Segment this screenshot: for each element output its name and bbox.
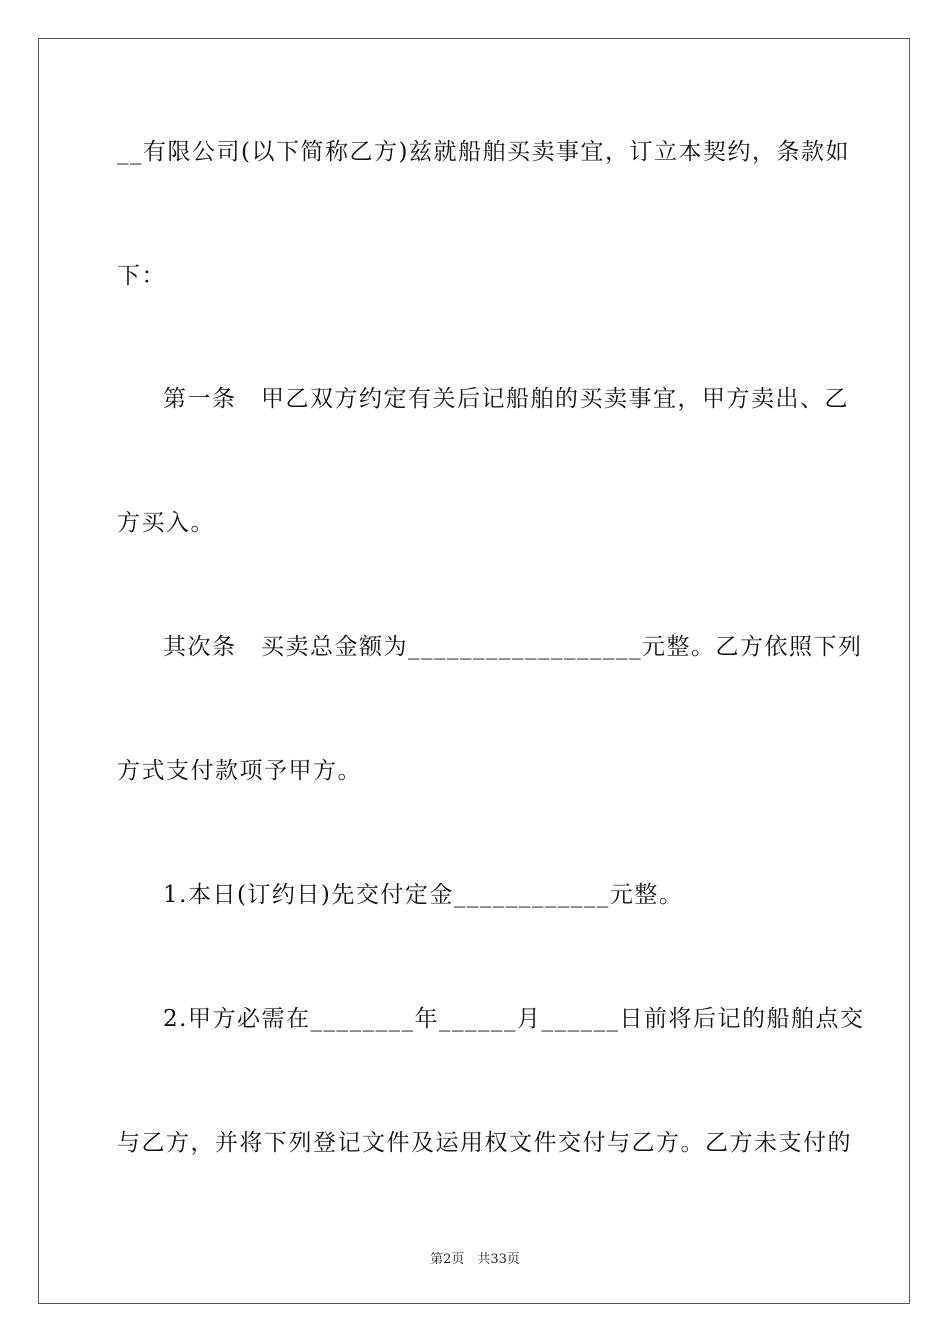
clause-2-line-1: 2.甲方必需在________年______月______日前将后记的船舶点交 <box>163 1006 865 1032</box>
clause-1-line: 1.本日(订约日)先交付定金____________元整。 <box>163 882 684 908</box>
text-line-1: __有限公司(以下简称乙方)兹就船舶买卖事宜，订立本契约，条款如 <box>117 139 850 165</box>
article-2-line-2: 方式支付款项予甲方。 <box>117 758 362 784</box>
article-1-line-1: 第一条 甲乙双方约定有关后记船舶的买卖事宜，甲方卖出、乙 <box>163 386 849 412</box>
text-line-2: 下： <box>117 263 166 289</box>
clause-2-line-2: 与乙方，并将下列登记文件及运用权文件交付与乙方。乙方未支付的 <box>117 1130 852 1156</box>
page-number-footer: 第2页 共33页 <box>430 1252 520 1267</box>
article-2-line-1: 其次条 买卖总金额为__________________元整。乙方依照下列 <box>163 634 863 660</box>
page-frame <box>38 38 910 1304</box>
article-1-line-2: 方买入。 <box>117 510 215 536</box>
